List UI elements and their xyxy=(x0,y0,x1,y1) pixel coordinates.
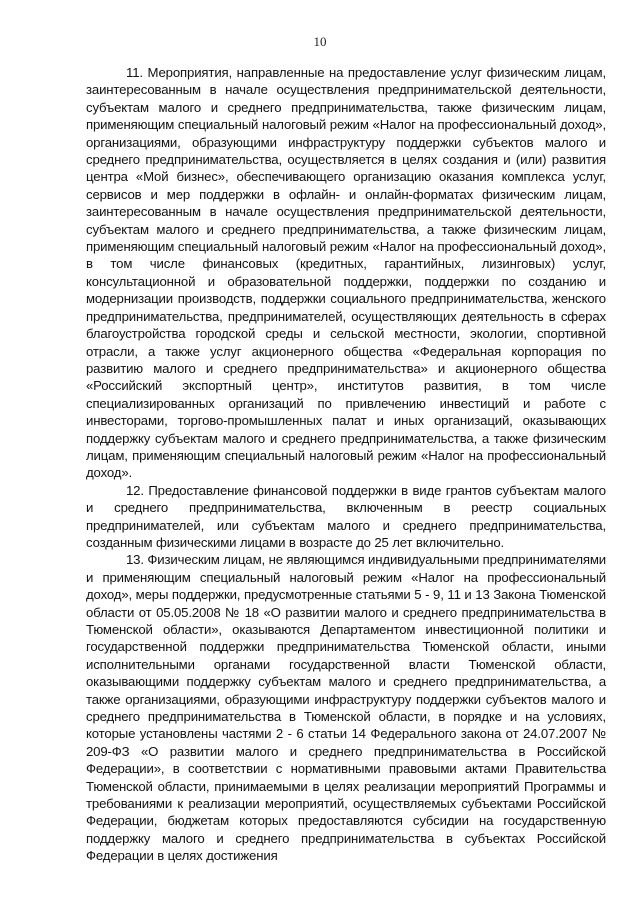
paragraph-11: 11. Мероприятия, направленные на предоставление услуг физическим лицам, заинтересованным в начале осуществления предпринимательской деятельности, субъектам малого и среднего предпринимательства, также физическим лицам, применяющим специальный налоговый режим «Налог на профессиональный доход», организациями, образующими инфраструктуру поддержки субъектов малого и среднего предпринимательства, осуществляется в целях создания и (или) развития центра «Мой бизнес», обеспечивающего организацию оказания комплекса услуг, сервисов и мер поддержки в офлайн- и онлайн-форматах физическим лицам, заинтересованным в начале осуществления предпринимательской деятельности, субъектам малого и среднего предпринимательства, а также физическим лицам, применяющим специальный налоговый режим «Налог на профессиональный доход», в том числе финансовых (кредитных, гарантийных, лизинговых) услуг, консультационной и образовательной поддержки, поддержки по созданию и модернизации производств, поддержки социального предпринимательства, женского предпринимательства, предпринимателей, осуществляющих деятельность в сферах благоустройства городской среды и сельской местности, экологии, спортивной отрасли, а также услуг акционерного общества «Федеральная корпорация по развитию малого и среднего предпринимательства» и акционерного общества «Российский экспортный центр», институтов развития, в том числе специализированных организаций по привлечению инвестиций и работе с инвесторами, торгово-промышленных палат и иных организаций, оказывающих поддержку субъектам малого и среднего предпринимательства, а также физическим лицам, применяющим специальный налоговый режим «Налог на профессиональный доход». xyxy=(86,65,606,481)
paragraph-12: 12. Предоставление финансовой поддержки в виде грантов субъектам малого и среднего предпринимательства, включенным в реестр социальных предпринимателей, или субъектам малого и среднего предпринимательства, созданным физическими лицами в возрасте до 25 лет включительно. xyxy=(86,482,606,550)
page-number: 10 xyxy=(313,34,327,49)
paragraph-13: 13. Физическим лицам, не являющимся индивидуальными предпринимателями и применяющим специальный налоговый режим «Налог на профессиональный доход», меры поддержки, предусмотренные статьями 5 - 9, 11 и 13 Закона Тюменской области от 05.05.2008 № 18 «О развитии малого и среднего предпринимательства в Тюменской области», оказываются Департаментом инвестиционной политики и государственной поддержки предпринимательства Тюменской области, иными исполнительными органами государственной власти Тюменской области, оказывающими поддержку субъектам малого и среднего предпринимательства, а также организациями, образующими инфраструктуру поддержки субъектов малого и среднего предпринимательства в Тюменской области, в порядке и на условиях, которые установлены частями 2 - 6 статьи 14 Федерального закона от 24.07.2007 № 209-ФЗ «О развитии малого и среднего предпринимательства в Российской Федерации», в соответствии с нормативными правовыми актами Правительства Тюменской области, принимаемыми в целях реализации мероприятий Программы и требованиями к реализации мероприятий, осуществляемых субъектами Российской Федерации, бюджетам которых предоставляются субсидии на государственную поддержку малого и среднего предпринимательства в субъектах Российской Федерации в целях достижения xyxy=(86,552,606,864)
document-body xyxy=(86,64,606,865)
